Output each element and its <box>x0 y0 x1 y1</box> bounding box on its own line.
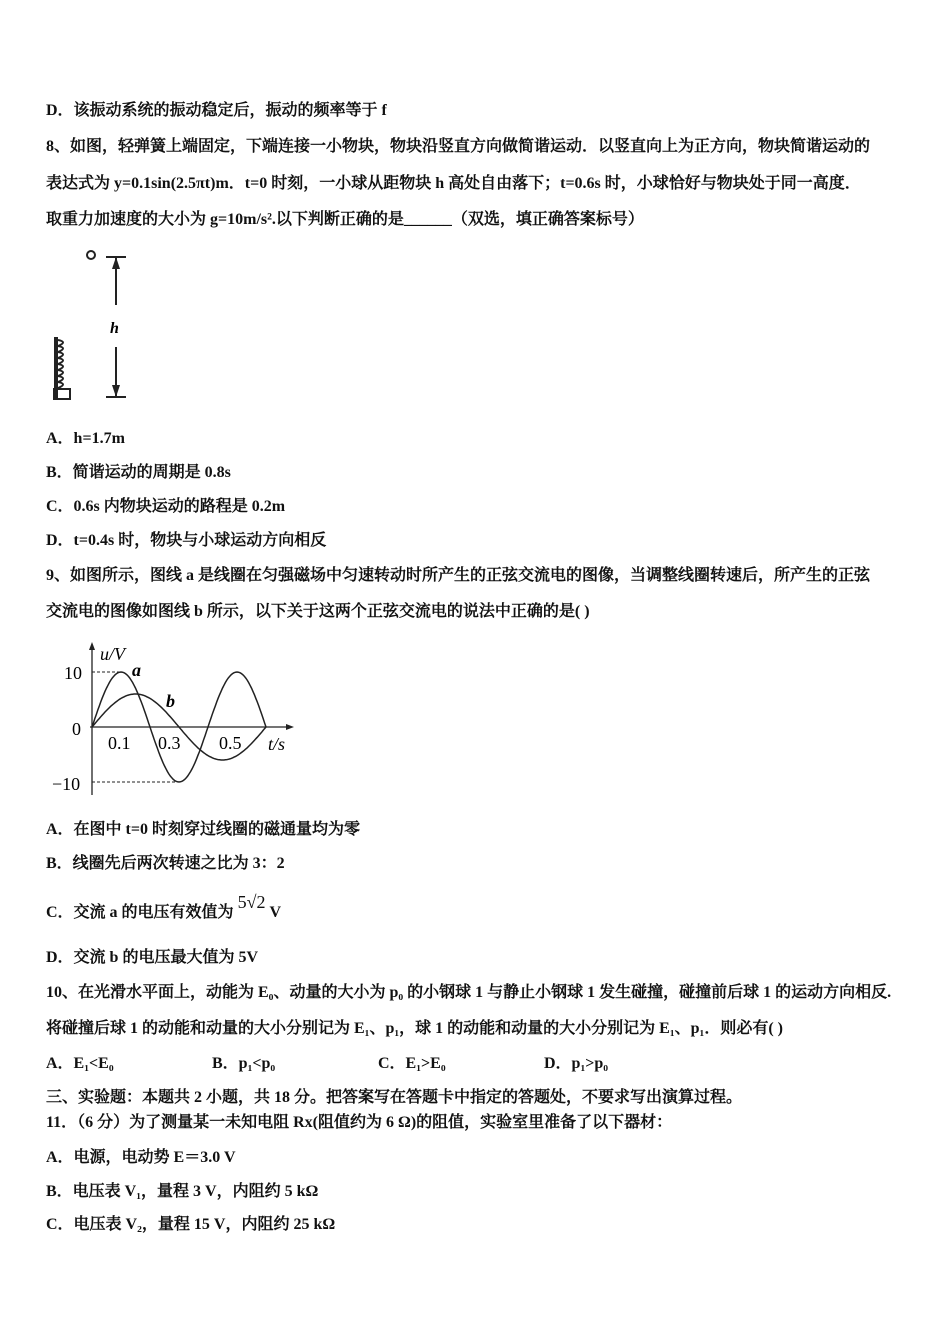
q9-option-c-text: C．交流 a 的电压有效值为 <box>46 904 234 921</box>
q10-line-1: 10、在光滑水平面上，动能为 E₀、动量的大小为 p₀ 的小钢球 1 与静止小钢球 1 发生碰撞，碰撞前后球 1 的运动方向相反. <box>46 984 892 1001</box>
q10-option-c: C．E₁>E₀ <box>378 1055 446 1072</box>
q11-option-c: C．电压表 V₂，量程 15 V，内阻约 25 kΩ <box>46 1216 336 1233</box>
q9-option-a: A．在图中 t=0 时刻穿过线圈的磁通量均为零 <box>46 821 361 838</box>
q10-line-2: 将碰撞后球 1 的动能和动量的大小分别记为 E₁、p₁，球 1 的动能和动量的大小分别记为 E₁、p₁．则必有( ) <box>46 1020 783 1037</box>
q10-option-a: A．E₁<E₀ <box>46 1055 114 1072</box>
q11-line: 11．（6 分）为了测量某一未知电阻 Rx(阻值约为 6 Ω)的阻值，实验室里准备了以下器材： <box>46 1114 673 1131</box>
q10-option-d: D．p₁>p₀ <box>544 1055 609 1072</box>
y-tick-0: 0 <box>72 719 81 739</box>
unit-v: V <box>269 904 282 921</box>
option-d-prev: D．该振动系统的振动稳定后，振动的频率等于 f <box>46 102 387 119</box>
x-tick-0.1: 0.1 <box>108 733 131 753</box>
q8-option-c: C．0.6s 内物块运动的路程是 0.2m <box>46 498 286 515</box>
q9-option-d: D．交流 b 的电压最大值为 5V <box>46 949 259 966</box>
spring-ball-figure <box>40 245 140 410</box>
q11-option-a: A．电源，电动势 E＝3.0 V <box>46 1149 236 1166</box>
x-tick-0.5: 0.5 <box>219 733 242 753</box>
y-tick-10: 10 <box>64 663 82 683</box>
q9-line-1: 9、如图所示，图线 a 是线圈在匀强磁场中匀速转动时所产生的正弦交流电的图像，当调整线圈转速后，所产生的正弦 <box>46 567 871 584</box>
q8-option-a: A．h=1.7m <box>46 430 125 447</box>
y-axis-label: u/V <box>100 644 125 664</box>
q8-line-2: 表达式为 y=0.1sin(2.5πt)m．t=0 时刻，一小球从距物块 h 高处自由落下；t=0.6s 时，小球恰好与物块处于同一高度． <box>46 175 861 192</box>
h-label: h <box>110 320 119 337</box>
section-3-heading: 三、实验题：本题共 2 小题，共 18 分。把答案写在答题卡中指定的答题处，不要求写出演算过程。 <box>46 1089 743 1106</box>
q8-option-d: D．t=0.4s 时，物块与小球运动方向相反 <box>46 532 327 549</box>
y-tick-neg10: −10 <box>52 774 81 794</box>
q10-option-b: B．p₁<p₀ <box>212 1055 276 1072</box>
q11-option-b: B．电压表 V₁，量程 3 V，内阻约 5 kΩ <box>46 1183 319 1200</box>
q9-option-c <box>46 892 282 923</box>
q8-line-1: 8、如图，轻弹簧上端固定，下端连接一小物块，物块沿竖直方向做简谐运动．以竖直向上为正方向，物块简谐运动的 <box>46 138 871 155</box>
x-tick-0.3: 0.3 <box>158 733 181 753</box>
q9-option-b: B．线圈先后两次转速之比为 3：2 <box>46 855 285 872</box>
curve-a-label: a <box>132 660 141 680</box>
x-axis-label: t/s <box>268 734 286 754</box>
q8-option-b: B．简谐运动的周期是 0.8s <box>46 464 231 481</box>
ac-voltage-graph <box>40 640 310 800</box>
q9-line-2: 交流电的图像如图线 b 所示，以下关于这两个正弦交流电的说法中正确的是( ) <box>46 603 590 620</box>
curve-b-label: b <box>166 691 175 711</box>
sqrt-expression: 5√2 <box>237 892 266 912</box>
q8-line-3: 取重力加速度的大小为 g=10m/s².以下判断正确的是______（双选，填正确答案标号） <box>46 211 644 228</box>
